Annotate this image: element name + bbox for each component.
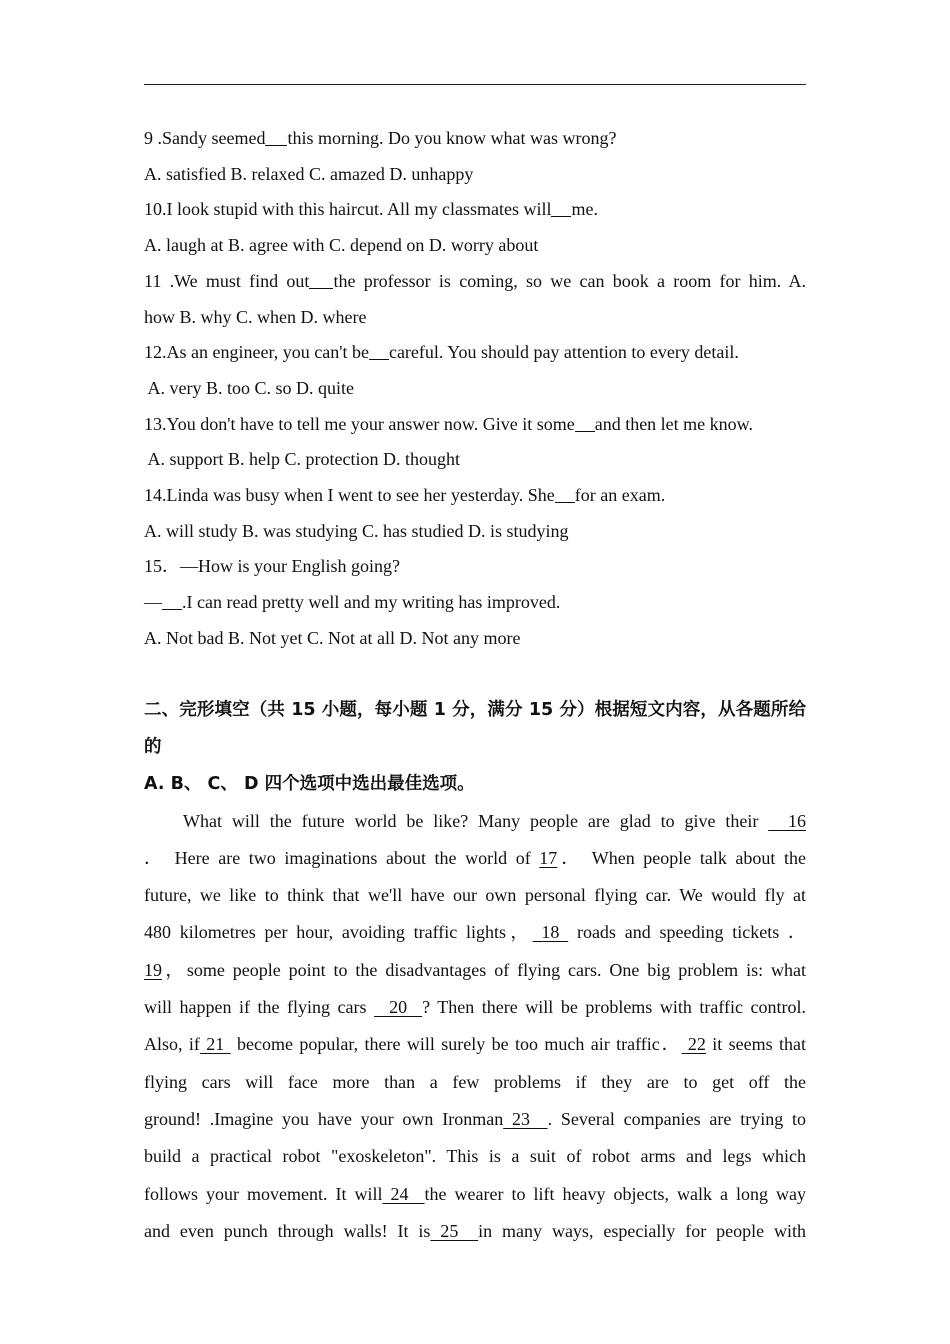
blank-18: 18 [532, 922, 569, 943]
blank-16: 16 [768, 810, 807, 831]
blank-19: 19 [144, 959, 162, 980]
header-rule [144, 84, 806, 85]
passage-line: What will the future world be like? Many people are glad to give their 16 [183, 810, 807, 831]
question-14-stem: 14.Linda was busy when I went to see her yesterday. She for an exam. [144, 485, 666, 506]
cloze-passage [144, 803, 806, 1251]
passage-line: build a practical robot "exoskeleton". This is a suit of robot arms and legs which [144, 1146, 806, 1167]
section-2-heading-line: A. B、 C、 D 四个选项中选出最佳选项。 [144, 773, 475, 794]
passage-line: future, we like to think that we'll have our own personal flying car. We would fly at [144, 885, 806, 906]
section-2-heading-line: 二、完形填空（共 15 小题，每小题 1 分，满分 15 分）根据短文内容，从各题所给的 [144, 699, 806, 757]
page-content [144, 121, 806, 1250]
answer-blank [162, 593, 182, 610]
question-10-options: A. laugh at B. agree with C. depend on D. worry about [144, 235, 539, 256]
question-9-options: A. satisfied B. relaxed C. amazed D. unhappy [144, 163, 474, 184]
blank-22: 22 [681, 1034, 706, 1055]
blank-24: 24 [382, 1183, 425, 1204]
answer-blank [265, 129, 287, 146]
passage-line: and even punch through walls! It is 25 in many ways, especially for people with [144, 1220, 807, 1241]
blank-17: 17 [539, 847, 558, 868]
answer-blank [555, 486, 575, 503]
answer-blank [309, 272, 333, 289]
passage-line: Also, if 21 become popular, there will surely be too much air traffic． 22 it seems that [144, 1034, 807, 1055]
question-13-stem: 13.You don't have to tell me your answer now. Give it some and then let me know. [144, 413, 753, 434]
question-13-options: A. support B. help C. protection D. thought [144, 449, 460, 470]
question-10-stem: 10.I look stupid with this haircut. All my classmates will me. [144, 199, 598, 220]
answer-blank [551, 200, 571, 217]
question-11-options: how B. why C. when D. where [144, 306, 367, 327]
answer-blank [369, 343, 389, 360]
question-11-stem: 11 .We must find out the professor is coming, so we can book a room for him. A. [144, 270, 807, 291]
passage-line: will happen if the flying cars 20 ? Then there will be problems with traffic control. [144, 997, 806, 1018]
question-9-stem: 9 .Sandy seemed this morning. Do you know what was wrong? [144, 128, 617, 148]
blank-20: 20 [374, 997, 423, 1018]
question-12-options: A. very B. too C. so D. quite [144, 377, 354, 398]
question-14-options: A. will study B. was studying C. has studied D. is studying [144, 520, 569, 541]
question-12-stem: 12.As an engineer, you can't be careful. You should pay attention to every detail. [144, 342, 739, 363]
question-15-options: A. Not bad B. Not yet C. Not at all D. Not any more [144, 627, 521, 648]
section-2-heading [144, 692, 806, 803]
blank-23: 23 [503, 1108, 548, 1129]
passage-line: 19，some people point to the disadvantages of flying cars. One big problem is: what [144, 959, 806, 980]
passage-line: ． Here are two imaginations about the world of 17． When people talk about the [144, 847, 806, 868]
answer-blank [575, 415, 595, 432]
question-15-stem: 15．—How is your English going? [144, 556, 400, 577]
passage-line: 480 kilometres per hour, avoiding traffic lights， 18 roads and speeding tickets ． [144, 922, 807, 943]
blank-25: 25 [430, 1220, 479, 1241]
passage-line: flying cars will face more than a few problems if they are to get off the [144, 1071, 806, 1092]
passage-line: follows your movement. It will 24 the wearer to lift heavy objects, walk a long way [144, 1183, 807, 1204]
question-15-reply: — .I can read pretty well and my writing has improved. [144, 592, 561, 613]
blank-21: 21 [199, 1034, 231, 1055]
passage-line: ground! .Imagine you have your own Ironman 23 . Several companies are trying to [144, 1108, 806, 1129]
